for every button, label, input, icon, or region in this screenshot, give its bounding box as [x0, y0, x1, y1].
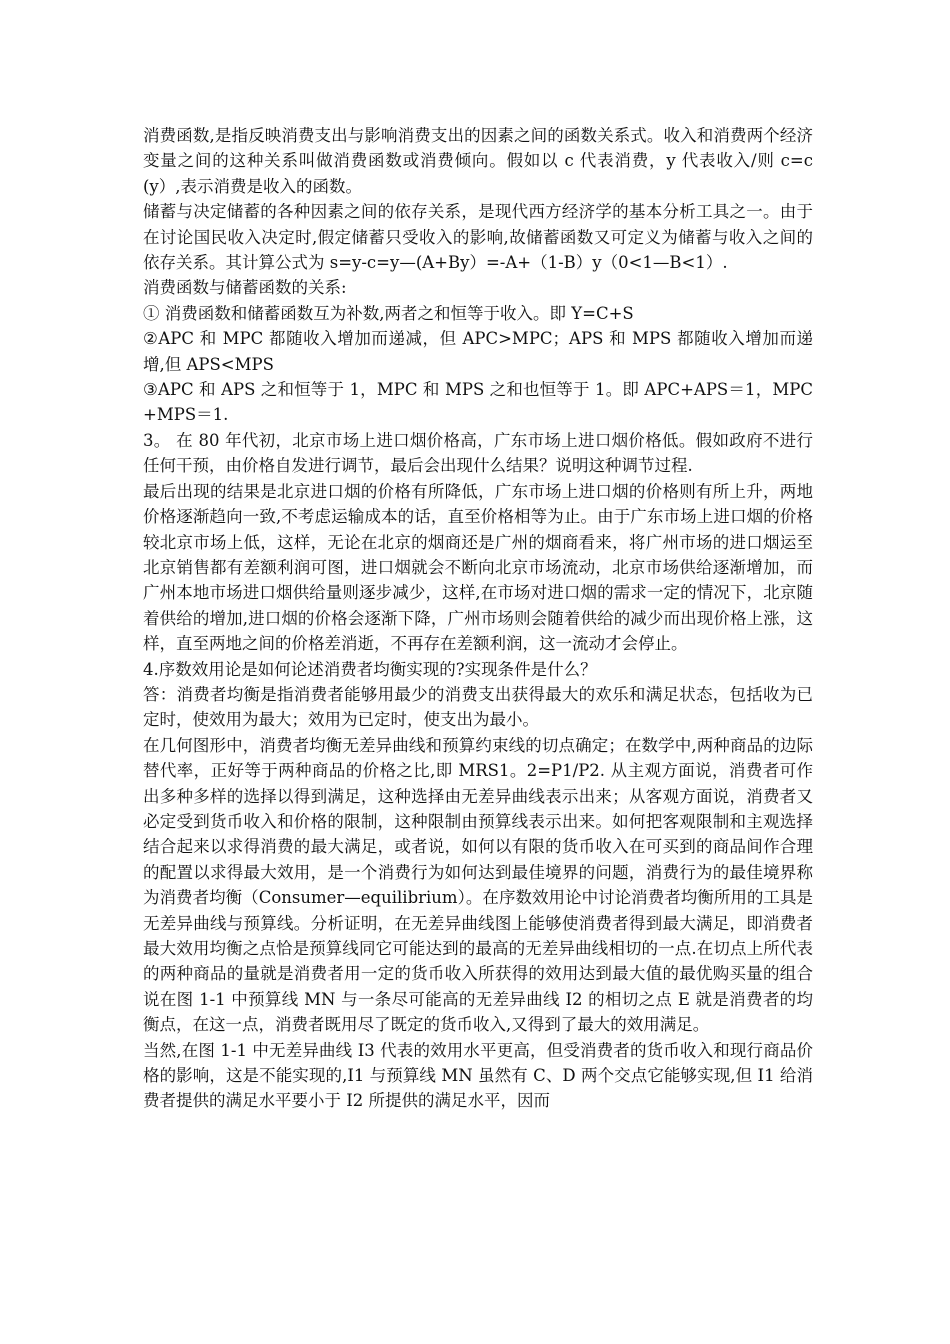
paragraph-relation-item-1: ① 消费函数和储蓄函数互为补数,两者之和恒等于收入。即 Y=C+S: [143, 303, 634, 323]
paragraph-answer-3: 最后出现的结果是北京进口烟的价格有所降低，广东市场上进口烟的价格则有所上升，两地价格逐渐趋向一致,不考虑运输成本的话，直至价格相等为止。由于广东市场上进口烟的价格较北京市场上低，这样，无论在北京的烟商还是广州的烟商看来，将广州市场的进口烟运至北京销售都有差额利润可图，进口烟就会不断向北京市场流动，北京市场供给逐渐增加，而广州本地市场进口烟供给量则逐步减少，这样,在市场对进口烟的需求一定的情况下，北京随着供给的增加,进口烟的价格会逐渐下降，广州市场则会随着供给的减少而出现价格上涨，这样，直至两地之间的价格差消逝，不再存在差额利润，这一流动才会停止。: [143, 481, 813, 654]
paragraph-question-4: 4.序数效用论是如何论述消费者均衡实现的?实现条件是什么？: [143, 659, 597, 679]
document-page: [143, 123, 813, 1114]
paragraph-answer-4: 答：消费者均衡是指消费者能够用最少的消费支出获得最大的欢乐和满足状态，包括收为已定时，使效用为最大；效用为已定时，使支出为最小。: [143, 684, 813, 730]
paragraph-consumption-function: 消费函数,是指反映消费支出与影响消费支出的因素之间的函数关系式。收入和消费两个经济变量之间的这种关系叫做消费函数或消费倾向。假如以 c 代表消费，y 代表收入/则 c=c(y）,表示消费是收入的函数。: [143, 126, 813, 196]
paragraph-relation-heading: 消费函数与储蓄函数的关系:: [143, 278, 347, 298]
paragraph-geometric-explanation: 在几何图形中，消费者均衡无差异曲线和预算约束线的切点确定；在数学中,两种商品的边际替代率，正好等于两种商品的价格之比,即 MRS1。2=P1/P2. 从主观方面说，消费者可作出多种多样的选择以得到满足，这种选择由无差异曲线表示出来；从客观方面说，消费者又必定受到货币收入和价格的限制，这种限制由预算线表示出来。如何把客观限制和主观选择结合起来以求得消费的最大满足，或者说，如何以有限的货币收入在可买到的商品间作合理的配置以求得最大效用，是一个消费行为如何达到最佳境界的问题，消费行为的最佳境界称为消费者均衡（Consumer—equilibrium）。在序数效用论中讨论消费者均衡所用的工具是无差异曲线与预算线。分析证明，在无差异曲线图上能够使消费者得到最大满足，即消费者最大效用均衡之点恰是预算线同它可能达到的最高的无差异曲线相切的一点.在切点上所代表的两种商品的量就是消费者用一定的货币收入所获得的效用达到最大值的最优购买量的组合说在图 1-1 中预算线 MN 与一条尽可能高的无差异曲线 I2 的相切之点 E 就是消费者的均衡点，在这一点，消费者既用尽了既定的货币收入,又得到了最大的效用满足。: [143, 735, 813, 1035]
paragraph-figure-explanation: 当然,在图 1-1 中无差异曲线 I3 代表的效用水平更高，但受消费者的货币收入和现行商品价格的影响，这是不能实现的,I1 与预算线 MN 虽然有 C、D 两个交点它能够实现,但 I1 给消费者提供的满足水平要小于 I2 所提供的满足水平，因而: [143, 1040, 813, 1111]
paragraph-relation-item-3: ③APC 和 APS 之和恒等于 1，MPC 和 MPS 之和也恒等于 1。即 APC+APS＝1，MPC+MPS＝1.: [143, 380, 813, 425]
paragraph-saving-function: 储蓄与决定储蓄的各种因素之间的依存关系，是现代西方经济学的基本分析工具之一。由于在讨论国民收入决定时,假定储蓄只受收入的影响,故储蓄函数又可定义为储蓄与收入之间的依存关系。其计算公式为 s=y-c=y—(A+By）=-A+（1-B）y（0<1—B<1）.: [143, 202, 813, 273]
paragraph-question-3: 3。 在 80 年代初，北京市场上进口烟价格高，广东市场上进口烟价格低。假如政府不进行任何干预，由价格自发进行调节，最后会出现什么结果？说明这种调节过程.: [143, 430, 813, 476]
paragraph-relation-item-2: ②APC 和 MPC 都随收入增加而递减，但 APC>MPC；APS 和 MPS 都随收入增加而递增,但 APS<MPS: [143, 329, 813, 374]
